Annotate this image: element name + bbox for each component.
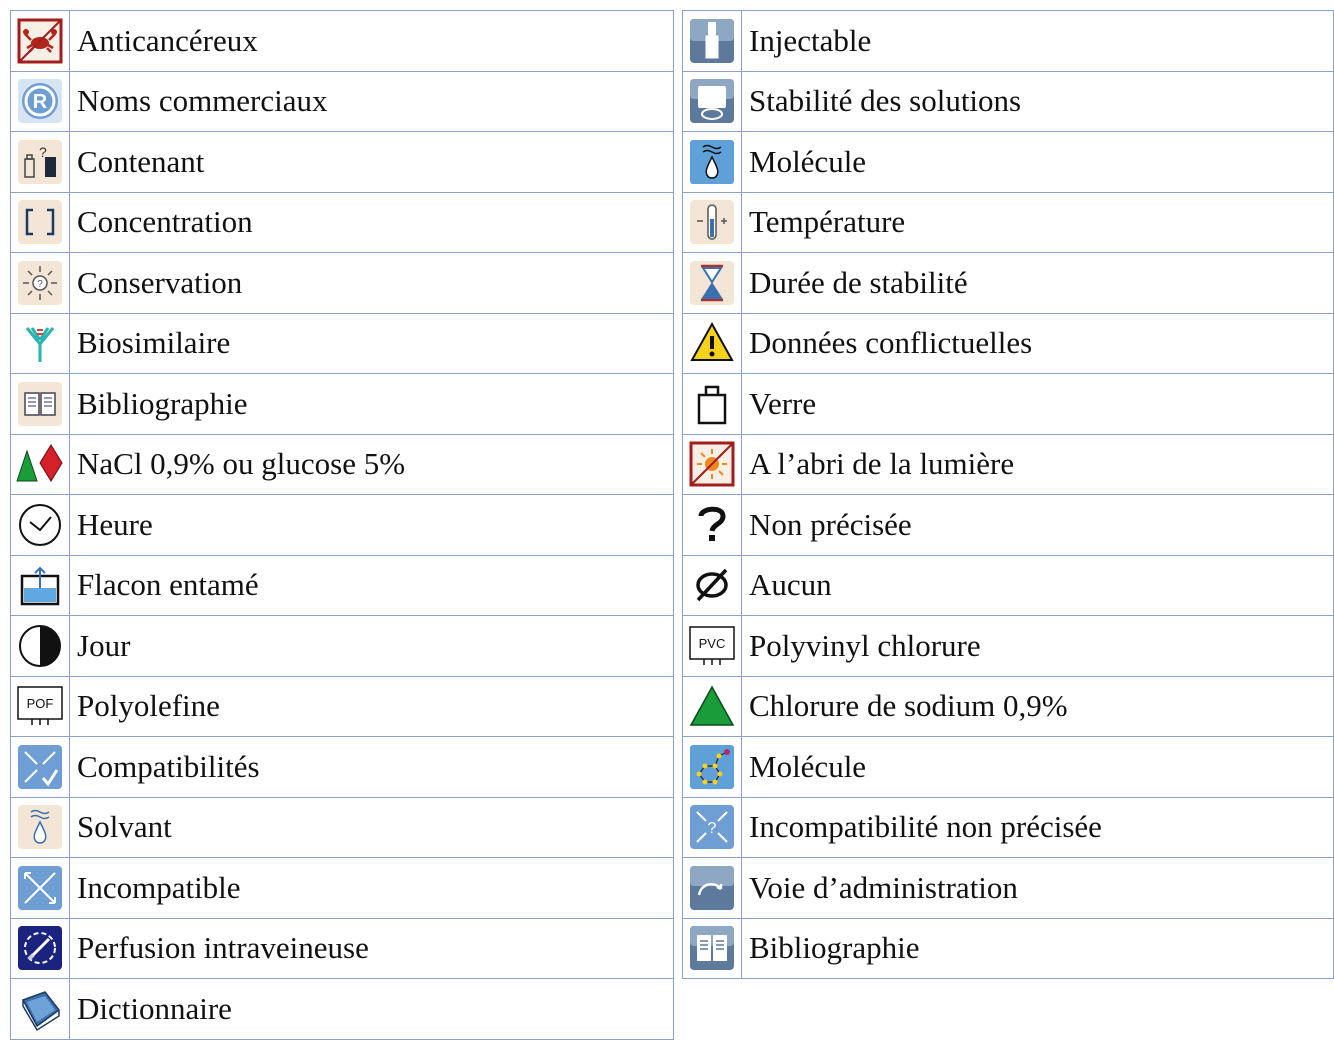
iv-perfusion-icon: [11, 918, 70, 979]
hourglass-icon: [683, 253, 742, 314]
legend-row: [11, 676, 674, 737]
thermometer-icon: [683, 192, 742, 253]
legend-row: [683, 676, 1334, 737]
container-question-icon: [11, 132, 70, 193]
legend-row: [11, 555, 674, 616]
legend-label: Dictionnaire: [70, 979, 674, 1040]
half-circle-icon: [11, 616, 70, 677]
legend-label: Stabilité des solutions: [742, 71, 1334, 132]
arrows-cross-icon: [11, 858, 70, 919]
route-arrow-icon: [683, 858, 742, 919]
legend-row: [683, 918, 1334, 979]
green-red-triangles-icon: [11, 434, 70, 495]
brackets-icon: [11, 192, 70, 253]
legend-label: Noms commerciaux: [70, 71, 674, 132]
svg-text:?: ?: [39, 143, 47, 160]
svg-text:POF: POF: [26, 696, 54, 712]
legend-label: Molécule: [742, 737, 1334, 798]
legend-row: [11, 495, 674, 556]
legend-label: A l’abri de la lumière: [742, 434, 1334, 495]
legend-label: Solvant: [70, 797, 674, 858]
legend-label: Compatibilités: [70, 737, 674, 798]
legend-label: Contenant: [70, 132, 674, 193]
legend-row: [11, 313, 674, 374]
legend-row: [11, 374, 674, 435]
legend-row: [11, 858, 674, 919]
syringe-vial-icon: [683, 11, 742, 72]
molecule-structure-icon: [683, 737, 742, 798]
legend-table-left: [10, 10, 674, 1040]
question-mark-icon: [683, 495, 742, 556]
legend-label: Verre: [742, 374, 1334, 435]
legend-row: [11, 797, 674, 858]
pvc-bag-icon: [683, 616, 742, 677]
legend-label: Température: [742, 192, 1334, 253]
legend-row: [683, 132, 1334, 193]
legend-label: Incompatibilité non précisée: [742, 797, 1334, 858]
dictionary-book-icon: [11, 979, 70, 1040]
legend-row: [683, 11, 1334, 72]
warning-triangle-icon: [683, 313, 742, 374]
legend-label: Voie d’administration: [742, 858, 1334, 919]
legend-label: Jour: [70, 616, 674, 677]
legend-row: [683, 858, 1334, 919]
legend-row: [11, 192, 674, 253]
solvent-drop-icon: [11, 797, 70, 858]
green-triangle-icon: [683, 676, 742, 737]
legend-label: Polyolefine: [70, 676, 674, 737]
legend-label: Heure: [70, 495, 674, 556]
sun-question-icon: [11, 253, 70, 314]
legend-label: Conservation: [70, 253, 674, 314]
legend-label: Concentration: [70, 192, 674, 253]
legend-row: [11, 616, 674, 677]
legend-row: [11, 253, 674, 314]
svg-text:?: ?: [37, 278, 43, 290]
legend-row: [683, 737, 1334, 798]
legend-label: Chlorure de sodium 0,9%: [742, 676, 1334, 737]
legend-row: [683, 555, 1334, 616]
registered-trademark-icon: [11, 71, 70, 132]
legend-row: [11, 71, 674, 132]
legend-label: Incompatible: [70, 858, 674, 919]
legend-row: [11, 11, 674, 72]
legend-label: NaCl 0,9% ou glucose 5%: [70, 434, 674, 495]
legend-label: Polyvinyl chlorure: [742, 616, 1334, 677]
legend-row: [11, 979, 674, 1040]
legend-label: Aucun: [742, 555, 1334, 616]
open-book-icon: [11, 374, 70, 435]
antibody-icon: [11, 313, 70, 374]
book-icon: [683, 918, 742, 979]
legend-label: Non précisée: [742, 495, 1334, 556]
legend-row: [683, 374, 1334, 435]
open-vial-icon: [11, 555, 70, 616]
crab-cancer-icon: [11, 11, 70, 72]
legend-label: Données conflictuelles: [742, 313, 1334, 374]
legend-label: Flacon entamé: [70, 555, 674, 616]
molecule-drop-icon: [683, 132, 742, 193]
legend-row: [11, 737, 674, 798]
legend-row: [11, 918, 674, 979]
legend-label: Durée de stabilité: [742, 253, 1334, 314]
empty-set-icon: [683, 555, 742, 616]
arrows-question-icon: [683, 797, 742, 858]
legend-row: [683, 192, 1334, 253]
svg-text:R: R: [32, 91, 48, 114]
legend-label: Injectable: [742, 11, 1334, 72]
legend-label: Bibliographie: [70, 374, 674, 435]
legend-row: [683, 434, 1334, 495]
solution-bag-icon: [683, 71, 742, 132]
svg-text:PVC: PVC: [698, 635, 726, 651]
legend-row: [683, 313, 1334, 374]
clock-icon: [11, 495, 70, 556]
legend-table-right: [682, 10, 1334, 979]
svg-text:?: ?: [707, 820, 717, 838]
legend-row: [683, 253, 1334, 314]
legend-row: [11, 434, 674, 495]
legend-row: [11, 132, 674, 193]
legend-label: Bibliographie: [742, 918, 1334, 979]
legend-label: Anticancéreux: [70, 11, 674, 72]
legend-label: Biosimilaire: [70, 313, 674, 374]
legend-label: Molécule: [742, 132, 1334, 193]
legend-row: [683, 495, 1334, 556]
glass-bottle-icon: [683, 374, 742, 435]
arrows-check-icon: [11, 737, 70, 798]
legend-row: [683, 797, 1334, 858]
pof-bag-icon: [11, 676, 70, 737]
legend-row: [683, 616, 1334, 677]
legend-row: [683, 71, 1334, 132]
legend-label: Perfusion intraveineuse: [70, 918, 674, 979]
no-light-icon: [683, 434, 742, 495]
